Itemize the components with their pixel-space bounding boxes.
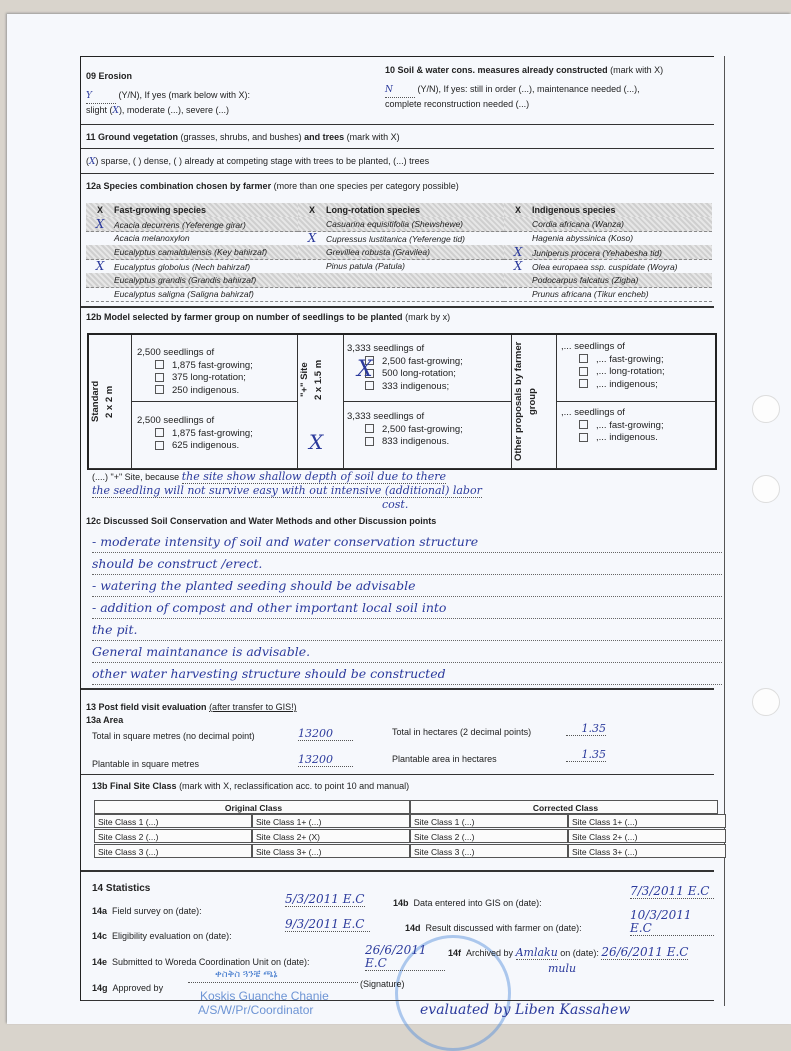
swc-options: complete reconstruction needed (...) xyxy=(385,99,530,109)
checkbox[interactable] xyxy=(365,381,374,390)
option-item[interactable] xyxy=(137,440,253,453)
species-name: Olea europaea ssp. cuspidate (Woyra) xyxy=(532,262,678,272)
section-11-vegetation xyxy=(86,131,400,144)
total-sqm-label: Total in square metres (no decimal point) xyxy=(92,731,255,741)
field-code: 14f xyxy=(448,948,462,958)
option-label: 500 long-rotation; xyxy=(382,368,456,379)
section-title: 12b Model selected by farmer group on number of seedlings to be planted xyxy=(86,312,403,322)
section-hint: (after transfer to GIS!) xyxy=(209,702,297,712)
species-row[interactable] xyxy=(86,245,298,260)
species-row[interactable] xyxy=(504,245,712,260)
species-name: Grevillea robusta (Gravilea) xyxy=(326,247,430,257)
species-row[interactable] xyxy=(504,287,712,302)
section-hint: (mark with X) xyxy=(610,65,664,75)
field-code: 14c xyxy=(92,931,108,941)
species-table xyxy=(86,203,712,303)
option-item[interactable] xyxy=(561,379,665,392)
standard-label: Standard 2 x 2 m xyxy=(90,380,115,423)
species-checkbox[interactable]: X xyxy=(95,259,105,273)
discussion-line[interactable]: - watering the planted seeding should be advisable xyxy=(92,575,722,597)
field-code: 14e xyxy=(92,957,108,967)
field-survey-date[interactable]: 5/3/2011 E.C xyxy=(285,892,365,906)
species-name: Juniperus procera (Yehabesha tid) xyxy=(532,248,662,258)
divider xyxy=(81,124,714,125)
option-label: 333 indigenous; xyxy=(382,380,450,392)
option-label: 250 indigenous. xyxy=(172,384,240,396)
site-class-option[interactable]: Site Class 2+ (X) xyxy=(252,829,410,843)
because-label: (....) "+" Site, because xyxy=(92,472,180,482)
archived-by-name-2: mulu xyxy=(548,962,577,975)
species-row-empty xyxy=(298,273,504,288)
other-proposals-label: Other proposals by farmer group xyxy=(513,341,538,462)
section-hint: (mark with X, reclassification acc. to point 10 and manual) xyxy=(179,781,410,791)
option-item[interactable] xyxy=(137,385,253,398)
species-header-label: Indigenous species xyxy=(532,205,616,215)
field-survey-label: Field survey on (date): xyxy=(112,906,202,916)
section-title: 13b Final Site Class xyxy=(92,781,177,791)
discussion-line[interactable]: General maintanance is advisable. xyxy=(92,641,722,663)
option-label: ,... fast-growing; xyxy=(596,419,664,431)
species-header-label: Fast-growing species xyxy=(114,205,207,215)
evaluator-note: evaluated by Liben Kassahew xyxy=(420,1002,631,1018)
option-head: ,... seedlings of xyxy=(561,407,625,418)
section-13 xyxy=(86,701,297,727)
x-column-header: X xyxy=(514,205,521,215)
farmer-discussion-label: Result discussed with farmer on (date): xyxy=(425,923,582,933)
divider xyxy=(81,870,714,872)
option-head: 3,333 seedlings of xyxy=(347,411,425,422)
because-field xyxy=(92,470,732,512)
checkbox[interactable] xyxy=(365,424,374,433)
vegetation-choices: sparse, ( ) dense, ( ) already at competing stage with trees to be planted, (...) trees xyxy=(100,156,430,166)
total-ha-field[interactable]: 1.35 xyxy=(566,722,606,736)
plus-site-mark[interactable]: X xyxy=(309,430,324,454)
plantable-ha-field[interactable]: 1.35 xyxy=(566,748,606,762)
species-row[interactable] xyxy=(86,231,298,246)
species-checkbox[interactable]: X xyxy=(513,245,523,259)
species-row[interactable] xyxy=(504,259,712,274)
checkbox[interactable] xyxy=(155,385,164,394)
field-code: 14a xyxy=(92,906,108,916)
signature-label: (Signature) xyxy=(360,979,405,989)
option-item[interactable] xyxy=(561,420,664,433)
plus-option-b xyxy=(347,411,463,449)
eligibility-label: Eligibility evaluation on (date): xyxy=(112,931,232,941)
discussion-line[interactable]: - moderate intensity of soil and water conservation structure xyxy=(92,531,722,553)
because-text-line3: cost. xyxy=(382,498,409,511)
approver-field[interactable] xyxy=(188,982,358,983)
section-hint-2: (mark with X) xyxy=(346,132,400,142)
species-header-fast xyxy=(86,203,298,217)
species-row[interactable] xyxy=(504,231,712,246)
option-label: ,... long-rotation; xyxy=(596,366,665,377)
field-code: 14d xyxy=(405,923,421,933)
eligibility-date[interactable]: 9/3/2011 E.C xyxy=(285,918,370,932)
divider xyxy=(81,688,714,690)
checkbox[interactable] xyxy=(579,433,588,442)
section-09-erosion xyxy=(86,70,250,118)
species-name: Hagenia abyssinica (Koso) xyxy=(532,233,634,243)
checkbox[interactable] xyxy=(155,360,164,369)
woreda-submission-label: Submitted to Woreda Coordination Unit on (date): xyxy=(112,957,310,967)
checkbox[interactable] xyxy=(155,428,164,437)
archived-by-label: Archived by xyxy=(466,948,514,958)
option-item[interactable] xyxy=(137,360,253,373)
discussion-line[interactable]: should be construct /erect. xyxy=(92,553,722,575)
site-class-option[interactable]: Site Class 1+ (...) xyxy=(568,814,726,828)
site-class-option[interactable]: Site Class 3+ (...) xyxy=(568,844,726,858)
option-label: 2,500 fast-growing; xyxy=(382,423,463,435)
punch-hole xyxy=(752,475,780,503)
discussion-line[interactable]: the pit. xyxy=(92,619,722,641)
species-header-long xyxy=(298,203,504,217)
site-class-option[interactable]: Site Class 3+ (...) xyxy=(252,844,410,858)
slight-checkbox[interactable]: X xyxy=(112,106,119,116)
species-checkbox[interactable]: X xyxy=(513,259,523,273)
slight-label: slight ( xyxy=(86,105,113,115)
farmer-discussion-date[interactable]: 10/3/2011 E.C xyxy=(630,909,714,936)
species-name: Eucalyptus camaldulensis (Key bahirzaf) xyxy=(114,247,268,257)
species-name: Acacia melanoxylon xyxy=(114,233,190,243)
divider xyxy=(81,1000,714,1001)
gis-entry-label: Data entered into GIS on (date): xyxy=(413,898,542,908)
site-class-option[interactable]: Site Class 1 (...) xyxy=(94,814,252,828)
species-header-label: Long-rotation species xyxy=(326,205,421,215)
option-label: 833 indigenous. xyxy=(382,436,450,447)
species-row[interactable] xyxy=(504,273,712,288)
species-row[interactable] xyxy=(86,259,298,274)
seedling-model-table xyxy=(87,333,717,470)
option-item[interactable] xyxy=(137,372,253,385)
section-12a-title xyxy=(86,180,459,193)
plantable-ha-label: Plantable area in hectares xyxy=(392,754,497,764)
vegetation-options: (X) sparse, ( ) dense, ( ) already at competing stage with trees to be planted, (...) trees xyxy=(86,156,430,167)
option-item[interactable] xyxy=(347,424,463,437)
other-option-b xyxy=(561,407,664,445)
margin-line xyxy=(724,56,725,1006)
site-class-option[interactable]: Site Class 2 (...) xyxy=(94,829,252,843)
site-class-option[interactable]: Site Class 1+ (...) xyxy=(252,814,410,828)
option-head: 2,500 seedlings of xyxy=(137,347,215,358)
standard-option-a xyxy=(137,347,253,397)
checkbox[interactable] xyxy=(579,379,588,388)
option-item[interactable] xyxy=(561,432,664,445)
section-10-soil-water xyxy=(385,64,663,111)
species-name: Prunus africana (Tikur encheb) xyxy=(532,289,649,299)
site-class-option[interactable]: Site Class 3 (...) xyxy=(410,844,568,858)
species-name: Acacia decurrens (Yeferenge girar) xyxy=(114,220,246,230)
species-row[interactable] xyxy=(298,231,504,246)
section-hint: (grasses, shrubs, and bushes) xyxy=(180,132,302,142)
woreda-submission-date[interactable]: 26/6/2011 E.C xyxy=(365,944,445,971)
species-name: Pinus patula (Patula) xyxy=(326,261,405,271)
archived-by-name[interactable]: Amlaku xyxy=(515,946,558,959)
swc-question: (Y/N), If yes: still in order (...), maintenance needed (...), xyxy=(417,84,640,94)
option-label: ,... indigenous; xyxy=(596,378,658,390)
site-class-option[interactable]: Site Class 3 (...) xyxy=(94,844,252,858)
erosion-answer[interactable]: Y xyxy=(86,90,116,104)
option-head: ,... seedlings of xyxy=(561,341,625,352)
section-12c-title: 12c Discussed Soil Conservation and Water Methods and other Discussion points xyxy=(86,516,437,526)
section-title: 09 Erosion xyxy=(86,71,133,81)
option-label: 1,875 fast-growing; xyxy=(172,427,253,439)
site-class-option[interactable]: Site Class 2+ (...) xyxy=(568,829,726,843)
species-row[interactable] xyxy=(86,217,298,232)
row-divider xyxy=(343,401,511,402)
section-12b-title xyxy=(86,311,450,324)
species-row[interactable] xyxy=(504,217,712,232)
section-title: 12a Species combination chosen by farmer xyxy=(86,181,272,191)
row-divider xyxy=(89,468,715,469)
gis-entry-date[interactable]: 7/3/2011 E.C xyxy=(630,885,714,899)
punch-hole xyxy=(752,688,780,716)
checkbox[interactable] xyxy=(579,367,588,376)
checkbox[interactable] xyxy=(365,437,374,446)
option-label: 375 long-rotation; xyxy=(172,372,246,383)
row-divider xyxy=(556,401,715,402)
option-head: 3,333 seedlings of xyxy=(347,343,425,354)
discussion-line[interactable]: other water harvesting structure should be constructed xyxy=(92,663,722,685)
species-row-empty xyxy=(298,287,504,302)
option-item[interactable] xyxy=(347,436,463,449)
option-item[interactable] xyxy=(561,366,665,379)
approved-by-label: Approved by xyxy=(112,983,164,993)
checkbox[interactable] xyxy=(579,420,588,429)
form-border-top xyxy=(80,56,714,57)
species-header-indig xyxy=(504,203,712,217)
because-text-line2[interactable]: the seedling will not survive easy with out intensive (additional) labor xyxy=(92,484,482,497)
severity-options: ), moderate (...), severe (...) xyxy=(118,105,229,115)
option-head: 2,500 seedlings of xyxy=(137,415,215,426)
species-name: Cupressus lustitanica (Yeferenge tid) xyxy=(326,234,465,244)
species-name: Cordia africana (Wanza) xyxy=(532,219,624,229)
species-checkbox[interactable]: X xyxy=(95,217,105,231)
sparse-checkbox[interactable]: X xyxy=(89,157,96,167)
species-row[interactable] xyxy=(86,287,298,302)
section-hint: (mark by x) xyxy=(405,312,451,322)
punch-hole xyxy=(752,395,780,423)
x-column-header: X xyxy=(308,205,315,215)
option-label: ,... fast-growing; xyxy=(596,353,664,365)
standard-option-b xyxy=(137,415,253,453)
final-site-class-title xyxy=(92,780,409,793)
swc-answer[interactable]: N xyxy=(385,84,415,98)
archived-date[interactable]: 26/6/2011 E.C xyxy=(601,945,689,959)
species-row[interactable] xyxy=(298,217,504,232)
checkbox[interactable] xyxy=(155,441,164,450)
species-name: Casuarina equisitifolia (Shewshewe) xyxy=(326,219,464,229)
species-name: Eucalyptus globolus (Nech bahirzaf) xyxy=(114,262,251,272)
section-hint: (more than one species per category possible) xyxy=(273,181,459,191)
site-class-option[interactable]: Site Class 2 (...) xyxy=(410,829,568,843)
species-row[interactable] xyxy=(86,273,298,288)
plantable-sqm-field[interactable]: 13200 xyxy=(298,753,353,767)
checkbox[interactable] xyxy=(579,354,588,363)
option-item[interactable] xyxy=(561,354,665,367)
other-option-a xyxy=(561,341,665,391)
option-label: 625 indigenous. xyxy=(172,440,240,451)
option-label: ,... indigenous. xyxy=(596,432,658,443)
area-title: 13a Area xyxy=(86,715,124,725)
original-class-header: Original Class xyxy=(94,800,410,814)
stamp-role: A/S/W/Pr/Coordinator xyxy=(198,1003,314,1017)
checkbox[interactable] xyxy=(155,373,164,382)
section-title: 10 Soil & water cons. measures already constructed xyxy=(385,65,608,75)
divider xyxy=(81,173,714,174)
discussion-line[interactable]: - addition of compost and other important local soil into xyxy=(92,597,722,619)
total-ha-label: Total in hectares (2 decimal points) xyxy=(392,727,532,737)
stamp-amharic-name: ቀስቅስ ጓንቼ ጫኔ xyxy=(215,969,278,980)
species-row[interactable] xyxy=(298,245,504,260)
corrected-class-header: Corrected Class xyxy=(410,800,718,814)
plantable-sqm-label: Plantable in square metres xyxy=(92,759,200,769)
species-name: Podocarpus falcatus (Zigba) xyxy=(532,275,639,285)
stamp-name: Koskis Guanche Chanie xyxy=(200,989,329,1003)
section-title: 11 Ground vegetation xyxy=(86,132,179,142)
field-code: 14g xyxy=(92,983,108,993)
plus-site-label: "+" Site 2 x 1.5 m xyxy=(299,359,324,401)
option-label: 1,875 fast-growing; xyxy=(172,359,253,371)
row-divider xyxy=(131,401,297,402)
species-checkbox[interactable]: X xyxy=(307,231,317,245)
species-name: Eucalyptus grandis (Grandis bahirzaf) xyxy=(114,275,257,285)
option-item[interactable] xyxy=(347,381,463,394)
section-title: 13 Post field visit evaluation xyxy=(86,702,207,712)
divider xyxy=(81,774,714,775)
species-name: Eucalyptus saligna (Saligna bahirzaf) xyxy=(114,289,254,299)
form-border-left xyxy=(80,56,81,1001)
divider xyxy=(81,306,714,308)
total-sqm-field[interactable]: 13200 xyxy=(298,727,353,741)
divider xyxy=(81,148,714,149)
species-row[interactable] xyxy=(298,259,504,274)
erosion-question: (Y/N), If yes (mark below with X): xyxy=(118,90,251,100)
option-item[interactable] xyxy=(137,428,253,441)
archived-on-label: on (date): xyxy=(560,948,599,958)
option-label: 2,500 fast-growing; xyxy=(382,355,463,367)
site-class-option[interactable]: Site Class 1 (...) xyxy=(410,814,568,828)
discussion-points xyxy=(92,531,722,685)
because-text-line1[interactable]: the site show shallow depth of soil due to there xyxy=(181,470,446,483)
section-title-2: and trees xyxy=(304,132,345,142)
statistics-title: 14 Statistics xyxy=(92,883,151,894)
x-column-header: X xyxy=(96,205,103,215)
plus-option-a-mark[interactable]: X xyxy=(357,357,373,382)
field-code: 14b xyxy=(393,898,409,908)
